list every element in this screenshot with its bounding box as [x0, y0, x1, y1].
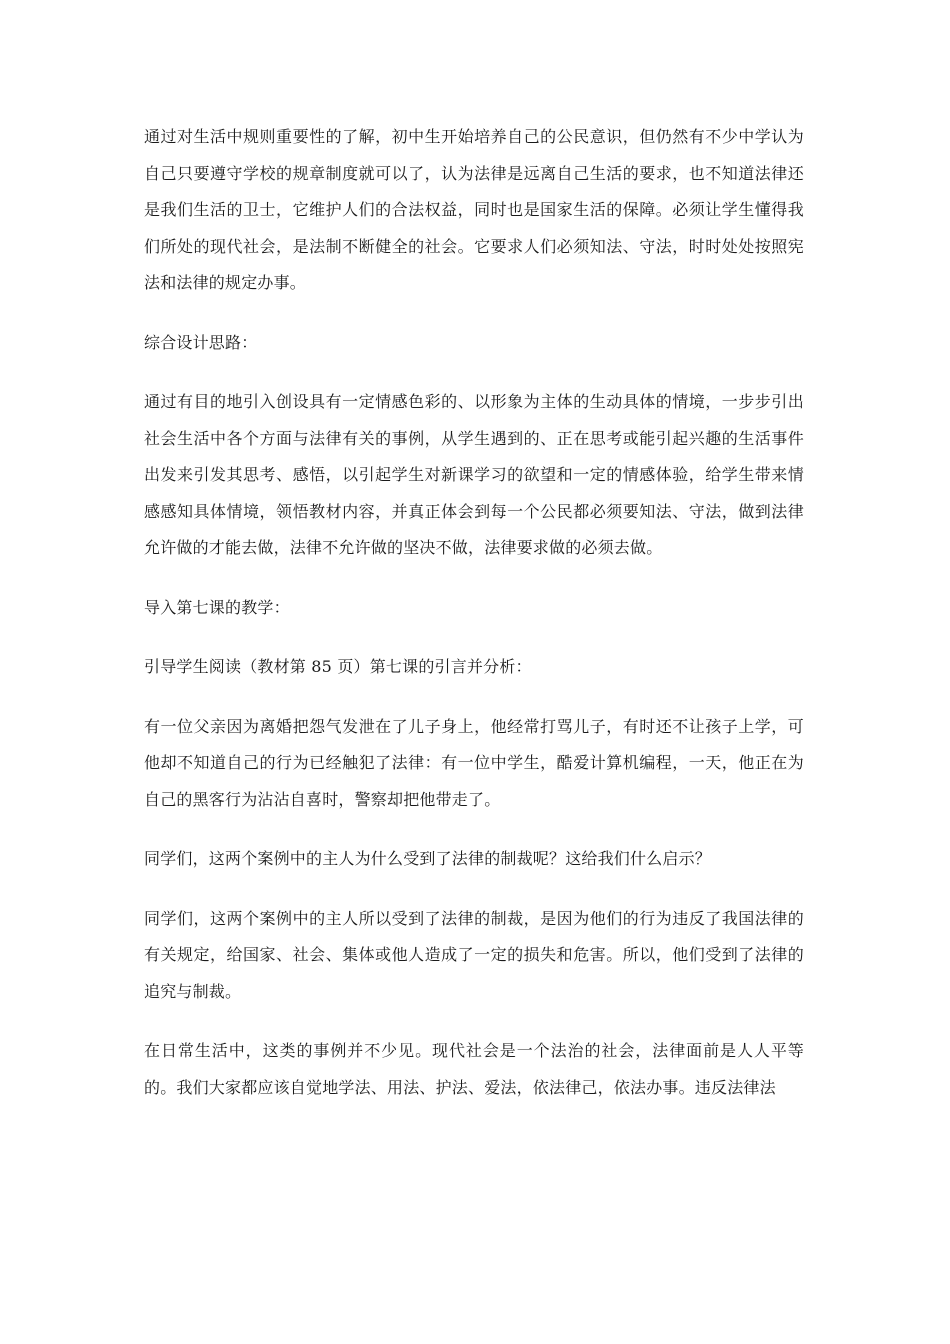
paragraph-rule-of-law: 在日常生活中，这类的事例并不少见。现代社会是一个法治的社会，法律面前是人人平等的。我们大家都应该自觉地学法、用法、护法、爱法，依法律己，依法办事。违反法律法 [144, 1041, 804, 1097]
document-body [144, 119, 804, 1129]
paragraph-case-examples: 有一位父亲因为离婚把怨气发泄在了儿子身上，他经常打骂儿子，有时还不让孩子上学，可他却不知道自己的行为已经触犯了法律：有一位中学生，酷爱计算机编程，一天，他正在为自己的黑客行为沾沾自喜时，警察却把他带走了。 [144, 716, 804, 809]
paragraph-reading-guide: 引导学生阅读（教材第 85 页）第七课的引言并分析： [144, 657, 532, 676]
paragraph-civic-awareness: 通过对生活中规则重要性的了解，初中生开始培养自己的公民意识，但仍然有不少中学认为自己只要遵守学校的规章制度就可以了，认为法律是远离自己生活的要求，也不知道法律还是我们生活的卫士，它维护人们的合法权益，同时也是国家生活的保障。必须让学生懂得我们所处的现代社会，是法制不断健全的社会。它要求人们必须知法、守法，时时处处按照宪法和法律的规定办事。 [144, 127, 804, 292]
paragraph-design-approach: 通过有目的地引入创设具有一定情感色彩的、以形象为主体的生动具体的情境，一步步引出社会生活中各个方面与法律有关的事例，从学生遇到的、正在思考或能引起兴趣的生活事件出发来引发其思考、感悟，以引起学生对新课学习的欲望和一定的情感体验，给学生带来情感感知具体情境，领悟教材内容，并真正体会到每一个公民都必须要知法、守法，做到法律允许做的才能去做，法律不允许做的坚决不做，法律要求做的必须去做。 [144, 392, 804, 557]
paragraph-answer: 同学们，这两个案例中的主人所以受到了法律的制裁，是因为他们的行为违反了我国法律的有关规定，给国家、社会、集体或他人造成了一定的损失和危害。所以，他们受到了法律的追究与制裁。 [144, 908, 804, 1001]
paragraph-question: 同学们，这两个案例中的主人为什么受到了法律的制裁呢？这给我们什么启示？ [144, 849, 712, 868]
heading-design-approach: 综合设计思路： [144, 332, 258, 352]
heading-lesson-intro: 导入第七课的教学： [144, 597, 290, 617]
